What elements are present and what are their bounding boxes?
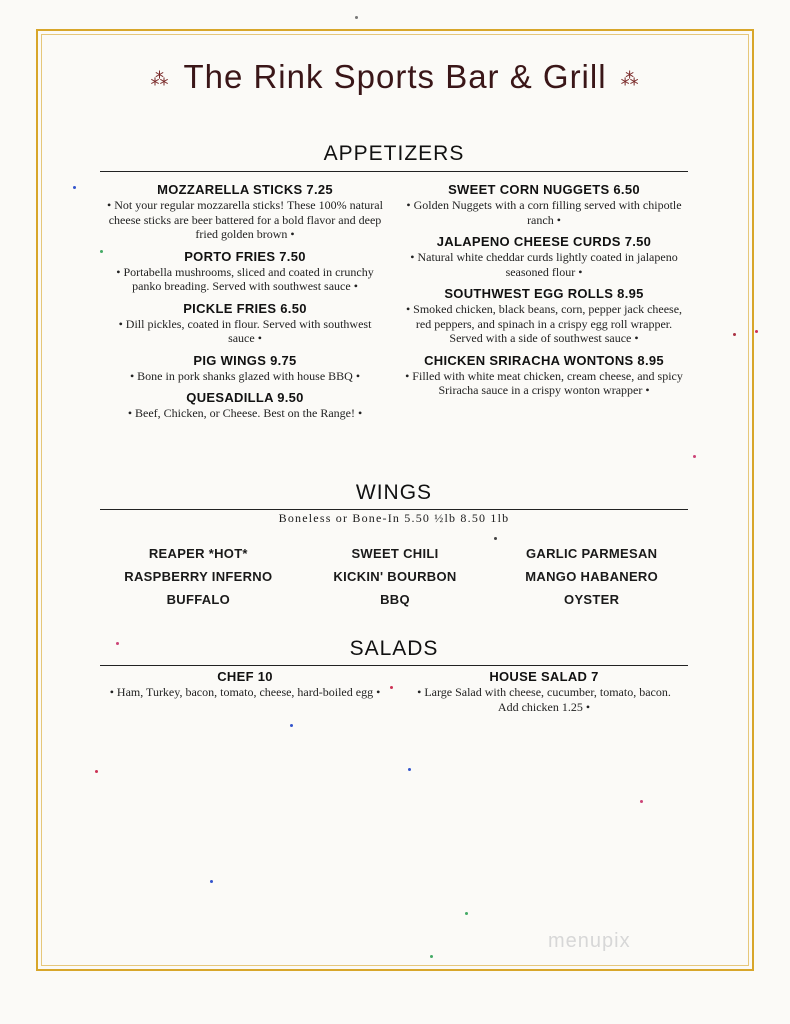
salads-right-column: [413, 669, 675, 721]
wing-flavor: SWEET CHILI: [351, 546, 439, 561]
paper-speck: [408, 768, 411, 771]
menu-item: [105, 390, 385, 421]
restaurant-title: [0, 58, 790, 96]
item-name: CHEF 10: [217, 669, 273, 684]
item-description: • Natural white cheddar curds lightly coated in jalapeno seasoned flour •: [410, 250, 678, 279]
salads-heading: SALADS: [349, 637, 439, 660]
wing-flavors: [100, 546, 690, 607]
item-description: • Large Salad with cheese, cucumber, tomato, bacon. Add chicken 1.25 •: [417, 685, 671, 714]
item-name: HOUSE SALAD 7: [489, 669, 599, 684]
watermark: menupix: [548, 930, 631, 952]
wing-flavor: RASPBERRY INFERNO: [124, 569, 273, 584]
menu-item: [413, 669, 675, 714]
wing-flavor: GARLIC PARMESAN: [525, 546, 658, 561]
item-description: • Beef, Chicken, or Cheese. Best on the Range! •: [127, 406, 363, 420]
paper-speck: [640, 800, 643, 803]
wing-flavor: OYSTER: [564, 592, 620, 607]
paper-speck: [733, 333, 736, 336]
item-name: PORTO FRIES 7.50: [184, 248, 306, 264]
item-name: PICKLE FRIES 6.50: [183, 300, 307, 316]
item-description: • Ham, Turkey, bacon, tomato, cheese, hard-boiled egg •: [109, 685, 381, 699]
paper-speck: [494, 537, 497, 540]
paper-speck: [95, 770, 98, 773]
salads-left-column: [105, 669, 385, 707]
appetizers-left-column: [105, 182, 385, 428]
menu-item: [105, 301, 385, 346]
ornament-left-icon: ⁂: [150, 68, 170, 89]
menu-item: [105, 669, 385, 700]
paper-speck: [693, 455, 696, 458]
paper-speck: [100, 250, 103, 253]
item-name: QUESADILLA 9.50: [186, 390, 304, 405]
appetizers-heading: APPETIZERS: [323, 142, 465, 165]
paper-speck: [210, 880, 213, 883]
paper-speck: [73, 186, 76, 189]
menu-item: [105, 182, 385, 242]
paper-speck: [355, 16, 358, 19]
item-name: PIG WINGS 9.75: [193, 352, 297, 368]
menu-item: [403, 234, 685, 279]
paper-speck: [755, 330, 758, 333]
item-description: • Smoked chicken, black beans, corn, pepper jack cheese, red peppers, and spinach in a crispy egg roll wrapper. Served with a side of southwest sauce •: [405, 302, 683, 345]
wing-flavor: REAPER *HOT*: [148, 546, 248, 561]
item-name: JALAPENO CHEESE CURDS 7.50: [436, 234, 652, 249]
wing-flavor: MANGO HABANERO: [525, 569, 659, 584]
paper-speck: [390, 686, 393, 689]
item-description: • Dill pickles, coated in flour. Served with southwest sauce •: [118, 316, 372, 345]
salads-rule: [100, 665, 688, 666]
item-name: CHICKEN SRIRACHA WONTONS 8.95: [424, 352, 664, 368]
item-name: SOUTHWEST EGG ROLLS 8.95: [444, 286, 644, 301]
item-description: • Portabella mushrooms, sliced and coated in crunchy panko breading. Served with southwest sauce •: [116, 264, 374, 293]
item-description: • Bone in pork shanks glazed with house BBQ •: [129, 368, 361, 383]
item-description: • Filled with white meat chicken, cream cheese, and spicy Sriracha sauce in a crispy wonton wrapper •: [405, 368, 683, 397]
item-description: • Golden Nuggets with a corn filling served with chipotle ranch •: [406, 198, 682, 227]
wing-flavor: BBQ: [380, 592, 410, 607]
paper-speck: [116, 642, 119, 645]
wings-rule: [100, 509, 688, 510]
appetizers-right-column: [403, 182, 685, 405]
paper-speck: [290, 724, 293, 727]
ornament-right-icon: ⁂: [620, 68, 640, 89]
wing-flavor: KICKIN' BOURBON: [333, 569, 457, 584]
menu-item: [403, 286, 685, 346]
appetizers-rule: [100, 171, 688, 172]
wings-heading: WINGS: [355, 481, 433, 504]
restaurant-name: The Rink Sports Bar & Grill: [183, 58, 607, 95]
paper-speck: [430, 955, 433, 958]
menu-item: [403, 182, 685, 227]
item-name: SWEET CORN NUGGETS 6.50: [448, 182, 640, 197]
menu-item: [105, 249, 385, 294]
wing-flavor: BUFFALO: [166, 592, 231, 607]
item-name: MOZZARELLA STICKS 7.25: [157, 182, 333, 197]
item-description: • Not your regular mozzarella sticks! These 100% natural cheese sticks are beer battered for a bold flavor and deep fried golden brown •: [107, 198, 383, 241]
menu-item: [403, 353, 685, 398]
menu-item: [105, 353, 385, 384]
wings-pricing: Boneless or Bone-In 5.50 ½lb 8.50 1lb: [278, 511, 510, 525]
paper-speck: [465, 912, 468, 915]
